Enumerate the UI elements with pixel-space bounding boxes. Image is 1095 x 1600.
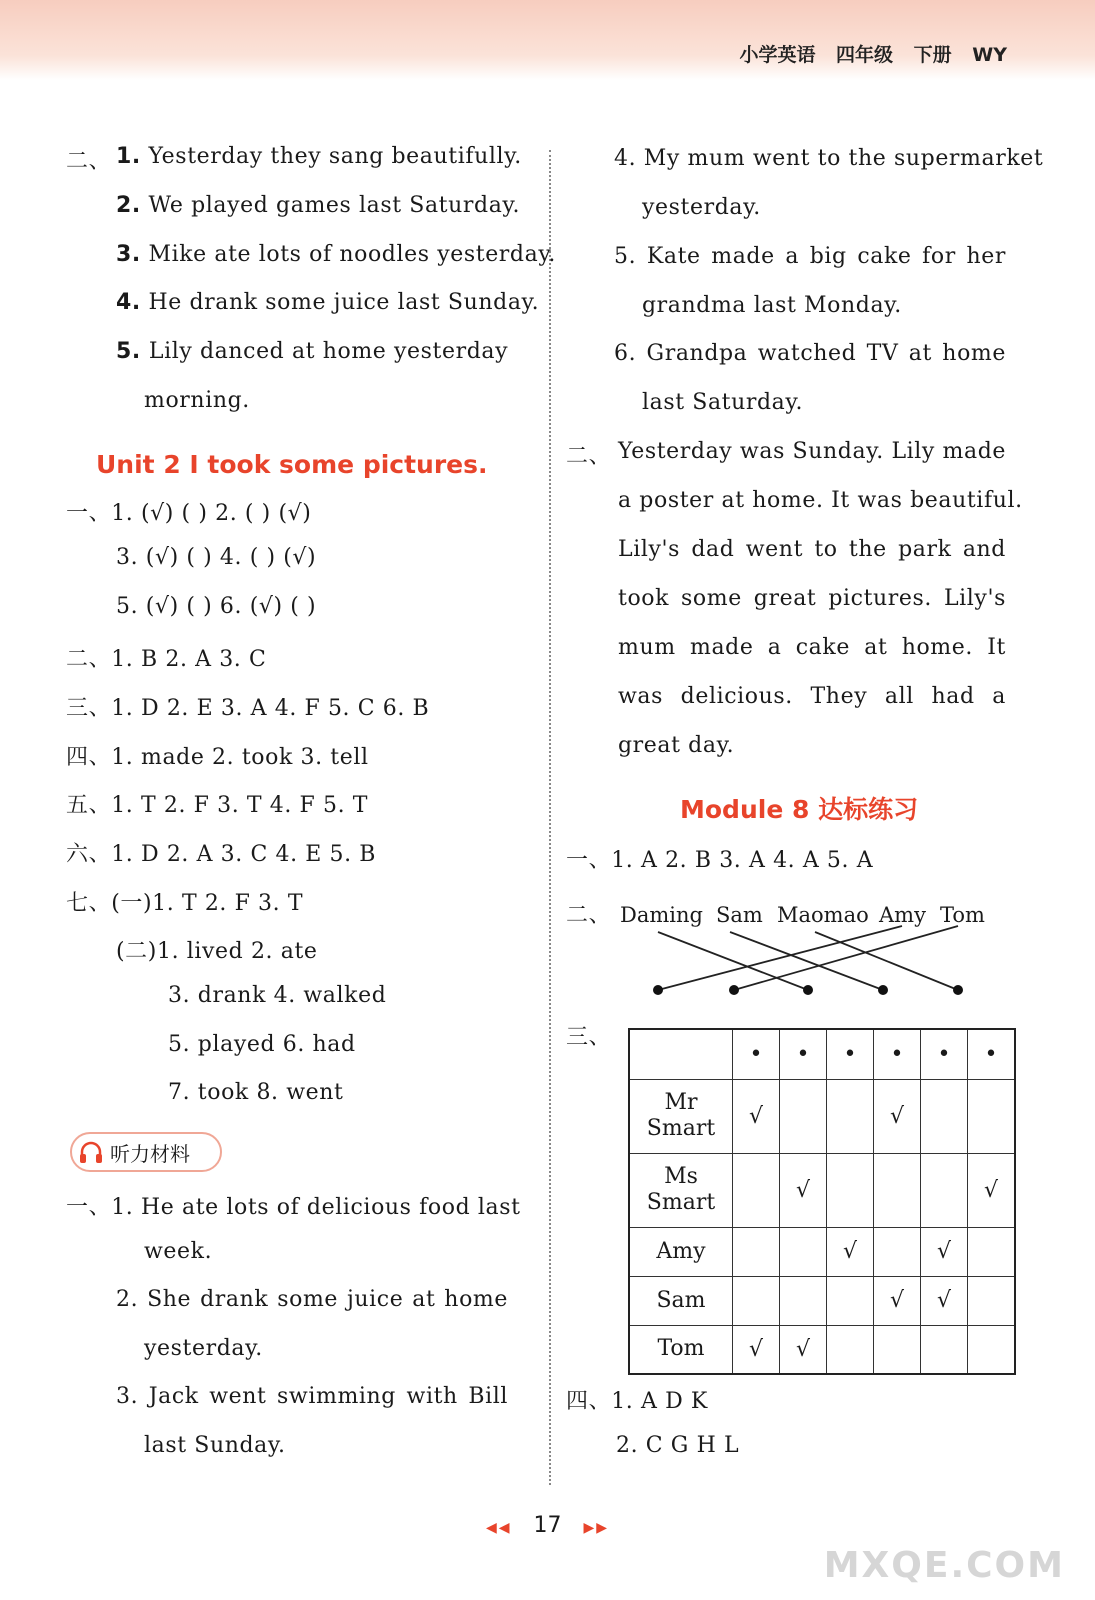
cell: √ <box>968 1153 1016 1227</box>
cell <box>874 1325 921 1374</box>
listen-line-3: 2. She drank some juice at home <box>116 1287 508 1312</box>
paragraph-line-5: mum made a cake at home. It <box>618 635 1006 660</box>
answer-line-4: 二、1. B 2. A 3. C <box>66 647 267 672</box>
table-row <box>629 1079 1015 1153</box>
cell <box>827 1325 874 1374</box>
match-dot-1 <box>653 985 663 995</box>
cell <box>968 1276 1016 1325</box>
left-sec2-line-2: 2. We played games last Saturday. <box>116 193 521 218</box>
cell <box>827 1079 874 1153</box>
row-name: Sam <box>629 1276 733 1325</box>
left-sec2-line-5: 5. Lily danced at home yesterday <box>116 339 509 364</box>
cell <box>733 1153 780 1227</box>
header-dot-2: • <box>780 1029 827 1079</box>
cell <box>780 1079 827 1153</box>
answer-line-1: 一、1. (√) ( ) 2. ( ) (√) <box>66 501 312 526</box>
cell <box>733 1227 780 1276</box>
cell: √ <box>874 1276 921 1325</box>
answer-line-5: 三、1. D 2. E 3. A 4. F 5. C 6. B <box>66 696 430 721</box>
module-sec1: 一、1. A 2. B 3. A 4. A 5. A <box>566 848 874 873</box>
header-dot-4: • <box>874 1029 921 1079</box>
module-sec3-label: 三、 <box>566 1025 612 1050</box>
cell: √ <box>780 1325 827 1374</box>
table-row <box>629 1153 1015 1227</box>
row-name: Ms Smart <box>629 1153 733 1227</box>
paragraph-line-2: a poster at home. It was beautiful. <box>618 488 1023 513</box>
cell: √ <box>827 1227 874 1276</box>
match-name-amy: Amy <box>879 903 926 927</box>
answer-line-6: 四、1. made 2. took 3. tell <box>66 745 369 770</box>
answer-line-13: 7. took 8. went <box>168 1080 344 1105</box>
listen-line-1: 一、1. He ate lots of delicious food last <box>66 1195 521 1220</box>
module-sec4-line-1: 四、1. A D K <box>566 1389 708 1414</box>
cell: √ <box>780 1153 827 1227</box>
paragraph-line-4: took some great pictures. Lily's <box>618 586 1006 611</box>
prev-arrows-icon: ◀◀ <box>485 1520 512 1536</box>
unit-title: Unit 2 I took some pictures. <box>96 450 488 479</box>
match-line-tom <box>734 926 958 990</box>
left-sec2-line-3: 3. Mike ate lots of noodles yesterday. <box>116 242 557 267</box>
right-cont-line-2: yesterday. <box>642 195 761 220</box>
paragraph-line-6: was delicious. They all had a <box>618 684 1006 709</box>
header-corner <box>629 1029 733 1079</box>
right-cont-line-1: 4. My mum went to the supermarket <box>614 146 1044 171</box>
listen-line-4: yesterday. <box>144 1336 263 1361</box>
module-sec2-label: 二、 <box>566 903 612 928</box>
match-line-daming <box>658 932 808 990</box>
page-footer <box>0 1513 1095 1538</box>
match-name-sam: Sam <box>716 903 763 927</box>
header-dot-6: • <box>968 1029 1016 1079</box>
table-row <box>629 1276 1015 1325</box>
left-sec2-line-4: 4. He drank some juice last Sunday. <box>116 290 540 315</box>
answer-line-12: 5. played 6. had <box>168 1032 356 1057</box>
cell <box>827 1153 874 1227</box>
cell <box>921 1325 968 1374</box>
next-arrows-icon: ▶▶ <box>583 1520 610 1536</box>
table-row <box>629 1227 1015 1276</box>
table-row <box>629 1325 1015 1374</box>
cell <box>780 1227 827 1276</box>
match-dot-5 <box>953 985 963 995</box>
column-divider <box>549 150 551 1485</box>
right-cont-line-4: grandma last Monday. <box>642 293 902 318</box>
cell <box>921 1153 968 1227</box>
cell <box>968 1325 1016 1374</box>
match-line-sam <box>730 932 883 990</box>
book-header: 小学英语 四年级 下册 WY <box>739 44 1007 66</box>
cell <box>874 1227 921 1276</box>
cell: √ <box>733 1325 780 1374</box>
page-number: 17 <box>533 1513 562 1538</box>
matching-lines <box>600 920 1020 1010</box>
right-cont-line-5: 6. Grandpa watched TV at home <box>614 341 1006 366</box>
answer-line-11: 3. drank 4. walked <box>168 983 387 1008</box>
module-title: Module 8 达标练习 <box>680 795 919 824</box>
listen-line-2: week. <box>144 1239 213 1264</box>
match-dot-3 <box>803 985 813 995</box>
row-name: Mr Smart <box>629 1079 733 1153</box>
paragraph-label: 二、 <box>566 444 612 469</box>
answer-line-2: 3. (√) ( ) 4. ( ) (√) <box>116 545 317 570</box>
match-dot-4 <box>878 985 888 995</box>
match-name-daming: Daming <box>620 903 703 927</box>
listen-line-5: 3. Jack went swimming with Bill <box>116 1384 508 1409</box>
cell <box>827 1276 874 1325</box>
answer-line-3: 5. (√) ( ) 6. (√) ( ) <box>116 594 317 619</box>
table-header-row <box>629 1029 1015 1079</box>
header-dot-3: • <box>827 1029 874 1079</box>
left-sec2-line-1: 1. Yesterday they sang beautifully. <box>116 144 522 169</box>
paragraph-line-3: Lily's dad went to the park and <box>618 537 1006 562</box>
cell: √ <box>733 1079 780 1153</box>
listening-material-tag <box>70 1132 222 1172</box>
cell <box>733 1276 780 1325</box>
cell: √ <box>874 1079 921 1153</box>
cell: √ <box>921 1227 968 1276</box>
left-sec2-line-6: morning. <box>144 388 250 413</box>
listening-label: 听力材料 <box>110 1141 190 1166</box>
cell <box>968 1079 1016 1153</box>
watermark: MXQE.COM <box>823 1545 1065 1586</box>
right-cont-line-6: last Saturday. <box>642 390 804 415</box>
match-name-maomao: Maomao <box>777 903 869 927</box>
answer-line-7: 五、1. T 2. F 3. T 4. F 5. T <box>66 793 369 818</box>
cell: √ <box>921 1276 968 1325</box>
header-dot-5: • <box>921 1029 968 1079</box>
headphones-icon <box>78 1140 104 1164</box>
module-sec4-line-2: 2. C G H L <box>616 1433 740 1458</box>
right-cont-line-3: 5. Kate made a big cake for her <box>614 244 1006 269</box>
row-name: Amy <box>629 1227 733 1276</box>
paragraph-line-7: great day. <box>618 733 735 758</box>
answer-line-10: (二)1. lived 2. ate <box>116 939 318 964</box>
cell <box>780 1276 827 1325</box>
activity-table <box>628 1028 1016 1375</box>
cell <box>968 1227 1016 1276</box>
answer-line-9: 七、(一)1. T 2. F 3. T <box>66 891 304 916</box>
cell <box>921 1079 968 1153</box>
answer-line-8: 六、1. D 2. A 3. C 4. E 5. B <box>66 842 377 867</box>
header-dot-1: • <box>733 1029 780 1079</box>
row-name: Tom <box>629 1325 733 1374</box>
match-dot-2 <box>729 985 739 995</box>
match-line-amy <box>658 926 902 990</box>
match-name-tom: Tom <box>940 903 985 927</box>
cell <box>874 1153 921 1227</box>
paragraph-line-1: Yesterday was Sunday. Lily made <box>618 439 1007 464</box>
listen-line-6: last Sunday. <box>144 1433 286 1458</box>
left-sec2-label: 二、 <box>66 149 112 174</box>
